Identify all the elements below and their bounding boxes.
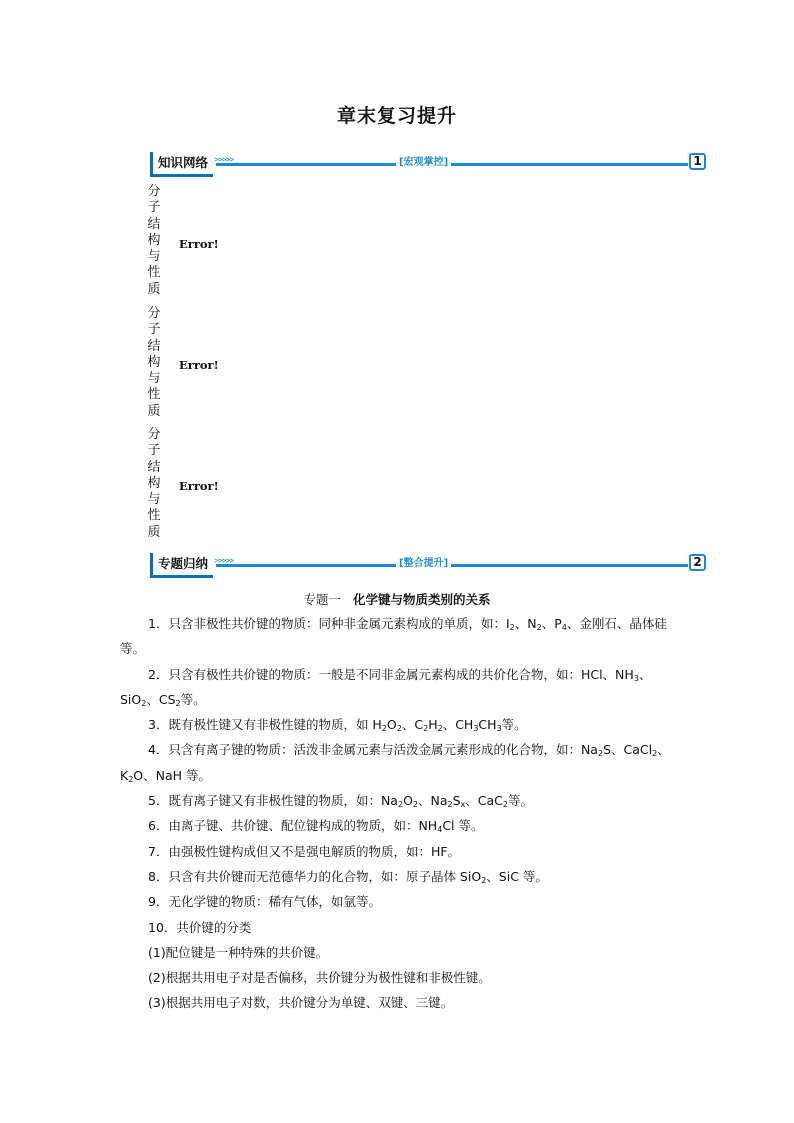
vertical-label-char: 与	[147, 492, 161, 508]
subscript: 2	[396, 724, 402, 734]
vertical-label	[146, 184, 162, 298]
section-banner-knowledge-network	[150, 152, 706, 176]
list-item: (2)根据共用电子对是否偏移，共价键分为极性键和非极性键。	[148, 970, 491, 986]
subscript: 2	[502, 800, 508, 810]
vertical-label-char: 性	[147, 508, 161, 524]
subscript: 2	[536, 623, 542, 632]
subscript: 2	[481, 875, 487, 885]
vertical-label-char: 子	[147, 443, 161, 459]
vertical-label-char: 与	[147, 371, 161, 387]
list-item: 9．无化学键的物质：稀有气体，如氩等。	[148, 894, 381, 910]
list-item: 4．只含有离子键的物质：活泼非金属元素与活泼金属元素形成的化合物，如：$Na_2S$、CaCl$_2$、$K_2O$、NaH 等。	[120, 742, 670, 784]
list-item: 6．由离子键、共价键、配位键构成的物质，如：$NH_4Cl$ 等。	[148, 818, 484, 835]
list-item: 2．只含有极性共价键的物质：一般是不同非金属元素构成的共价化合物，如：HCl、$NH_3$、SiO$_2$、$CS_2$等。	[120, 666, 652, 708]
subscript: 2	[447, 800, 453, 810]
vertical-label-char: 性	[147, 265, 161, 281]
vertical-label-char: 构	[147, 232, 161, 248]
banner-tag: [整合提升]	[396, 556, 451, 572]
topic-heading	[0, 590, 794, 608]
banner-label: 专题归纳	[150, 553, 213, 578]
vertical-label-char: 子	[147, 322, 161, 338]
list-item: 5．既有离子键又有非极性键的物质，如：$Na_2O_2$、$Na_2S_x$、CaC$_2$等。	[148, 793, 534, 810]
vertical-label	[146, 427, 162, 541]
vertical-label-char: 与	[147, 249, 161, 265]
banner-number: 1	[689, 153, 706, 170]
subscript: 4	[561, 623, 567, 632]
vertical-label-char: 质	[147, 403, 161, 419]
subscript: 2	[652, 749, 658, 759]
subscript: 3	[633, 673, 639, 683]
topic-prefix: 专题一	[303, 592, 341, 607]
chevron-icon: >>>>>	[214, 556, 234, 565]
banner-label: 知识网络	[150, 152, 213, 177]
subscript: 3	[473, 724, 479, 734]
vertical-label-char: 构	[147, 354, 161, 370]
subscript: 3	[496, 724, 502, 734]
vertical-label-char: 质	[147, 524, 161, 540]
list-item: 8．只含有共价键而无范德华力的化合物，如：原子晶体 SiO$_2$、SiC 等。	[148, 868, 548, 885]
vertical-label-char: 质	[147, 281, 161, 297]
vertical-label-char: 构	[147, 475, 161, 491]
subscript: x	[460, 800, 466, 810]
subscript: 2	[141, 698, 147, 708]
list-item: 10．共价键的分类	[148, 919, 252, 935]
subscript: 2	[397, 800, 404, 810]
content-body	[120, 611, 680, 1016]
error-text: Error!	[179, 479, 219, 493]
subscript: 2	[423, 724, 429, 734]
subscript: 2	[175, 698, 181, 708]
vertical-label-char: 结	[147, 338, 161, 354]
subscript: 2	[509, 623, 515, 632]
subscript: 4	[437, 825, 443, 835]
vertical-label-char: 分	[147, 427, 161, 442]
subscript: 2	[437, 724, 443, 734]
vertical-label-char: 分	[147, 184, 161, 199]
list-item: (1)配位键是一种特殊的共价键。	[148, 944, 329, 960]
banner-line	[216, 163, 688, 166]
vertical-label-char: 性	[147, 387, 161, 403]
topic-title: 化学键与物质类别的关系	[353, 592, 491, 607]
chevron-icon: >>>>>	[214, 155, 234, 164]
vertical-label-char: 分	[147, 306, 161, 321]
subscript: 2	[381, 724, 387, 734]
banner-tag: [宏观掌控]	[396, 155, 451, 171]
page-title: 章末复习提升	[336, 105, 457, 127]
list-item: 7．由强极性键构成但又不是强电解质的物质，如：HF。	[148, 843, 461, 859]
section-banner-topic-summary	[150, 553, 706, 577]
vertical-label-char: 子	[147, 200, 161, 216]
error-text: Error!	[179, 237, 219, 251]
list-item: (3)根据共用电子对数，共价键分为单键、双键、三键。	[148, 995, 454, 1011]
list-item: 3．既有极性键又有非极性键的物质，如 $H_2O_2$、$C_2H_2$、$CH_3CH_3$等。	[148, 717, 527, 734]
banner-line	[216, 564, 688, 567]
list-item: 1．只含非极性共价键的物质：同种非金属元素构成的单质，如：$I_2$、$N_2$、$P_4$、金刚石、晶体硅等。	[120, 616, 667, 657]
subscript: 2	[128, 774, 134, 784]
subscript: 2	[597, 749, 604, 759]
error-text: Error!	[179, 358, 219, 372]
vertical-label	[146, 306, 162, 420]
banner-number: 2	[689, 554, 706, 571]
vertical-label-char: 结	[147, 216, 161, 232]
vertical-label-char: 结	[147, 459, 161, 475]
subscript: 2	[412, 800, 418, 810]
